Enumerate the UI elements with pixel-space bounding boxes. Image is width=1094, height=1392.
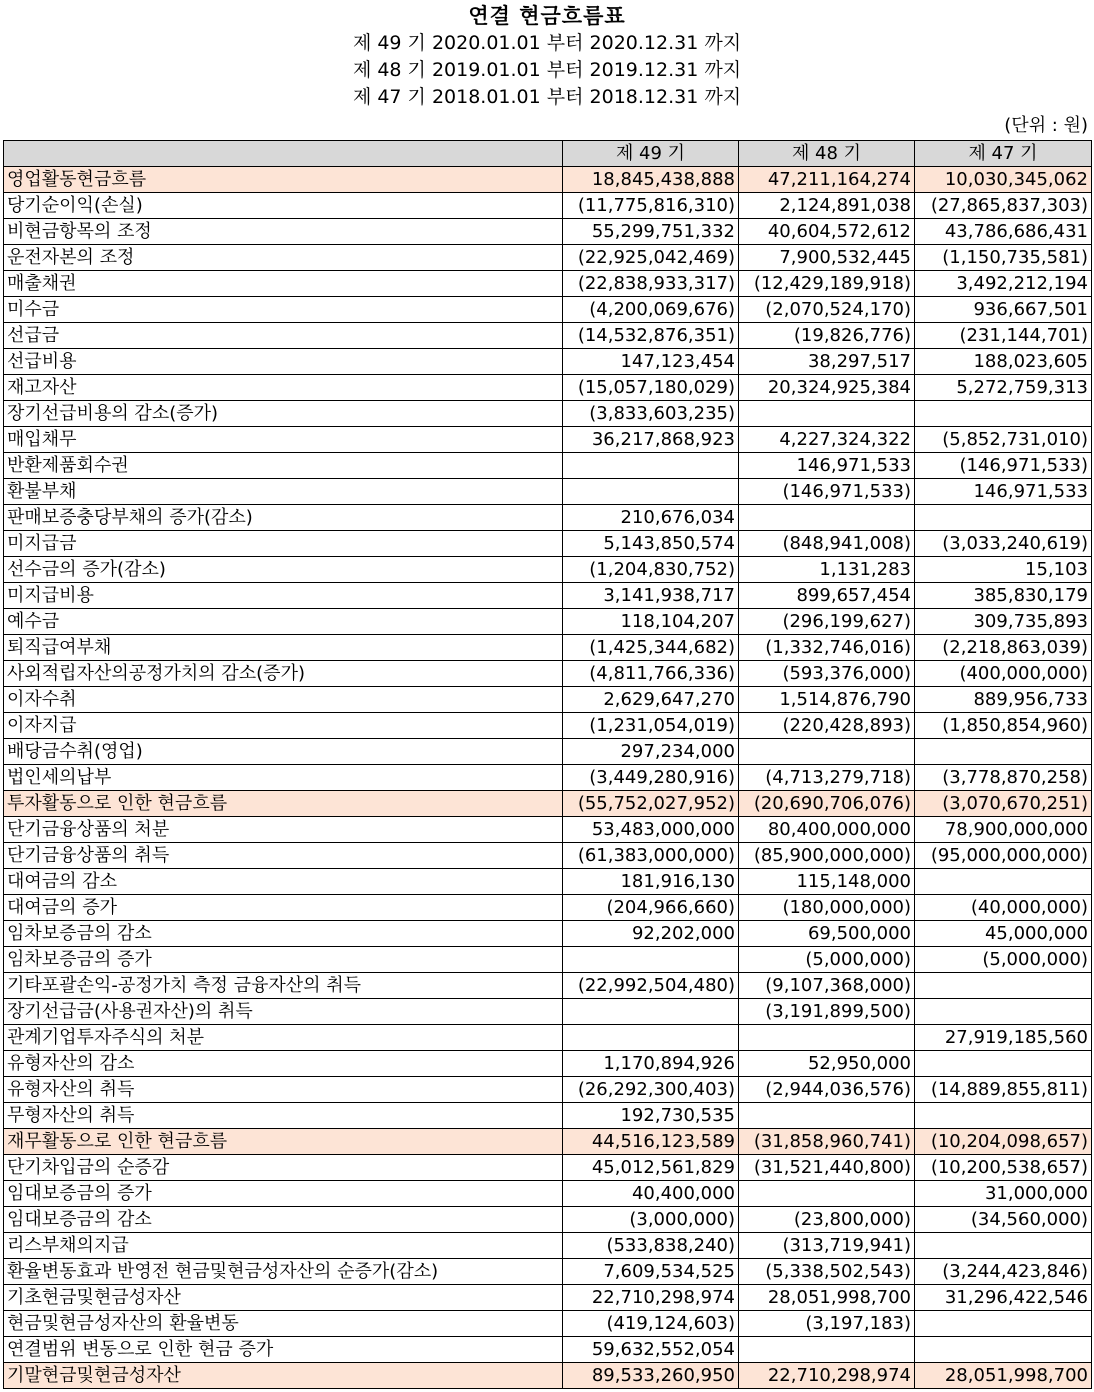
table-row xyxy=(4,1285,1092,1311)
value-period-47: 15,103 xyxy=(915,557,1092,583)
value-period-47 xyxy=(915,401,1092,427)
value-period-47: 78,900,000,000 xyxy=(915,817,1092,843)
value-period-47 xyxy=(915,505,1092,531)
row-label: 유형자산의 취득 xyxy=(4,1077,563,1103)
row-label: 운전자본의 조정 xyxy=(4,245,563,271)
value-period-48: 38,297,517 xyxy=(739,349,915,375)
row-label: 매출채권 xyxy=(4,271,563,297)
value-period-47: 27,919,185,560 xyxy=(915,1025,1092,1051)
table-row xyxy=(4,193,1092,219)
table-row xyxy=(4,1051,1092,1077)
value-period-48: 7,900,532,445 xyxy=(739,245,915,271)
value-period-48: (23,800,000) xyxy=(739,1207,915,1233)
value-period-49 xyxy=(563,453,739,479)
value-period-47: 3,492,212,194 xyxy=(915,271,1092,297)
row-label: 환율변동효과 반영전 현금및현금성자산의 순증가(감소) xyxy=(4,1259,563,1285)
value-period-48: 4,227,324,322 xyxy=(739,427,915,453)
value-period-48: 22,710,298,974 xyxy=(739,1363,915,1389)
value-period-48 xyxy=(739,1103,915,1129)
value-period-48: 2,124,891,038 xyxy=(739,193,915,219)
value-period-48: (296,199,627) xyxy=(739,609,915,635)
table-row xyxy=(4,1181,1092,1207)
value-period-47 xyxy=(915,869,1092,895)
value-period-49: (22,838,933,317) xyxy=(563,271,739,297)
value-period-47 xyxy=(915,1103,1092,1129)
value-period-47 xyxy=(915,999,1092,1025)
table-row xyxy=(4,427,1092,453)
header-label-cell xyxy=(4,141,563,167)
value-period-47: 309,735,893 xyxy=(915,609,1092,635)
section-row xyxy=(4,1129,1092,1155)
header-period-49: 제 49 기 xyxy=(563,141,739,167)
value-period-47: 31,296,422,546 xyxy=(915,1285,1092,1311)
table-row xyxy=(4,531,1092,557)
row-label: 기말현금및현금성자산 xyxy=(4,1363,563,1389)
value-period-49: (22,925,042,469) xyxy=(563,245,739,271)
table-row xyxy=(4,375,1092,401)
section-row xyxy=(4,1363,1092,1389)
value-period-49: 40,400,000 xyxy=(563,1181,739,1207)
value-period-48: 47,211,164,274 xyxy=(739,167,915,193)
row-label: 임차보증금의 증가 xyxy=(4,947,563,973)
value-period-48: (1,332,746,016) xyxy=(739,635,915,661)
value-period-47: (10,204,098,657) xyxy=(915,1129,1092,1155)
table-row xyxy=(4,1337,1092,1363)
row-label: 배당금수취(영업) xyxy=(4,739,563,765)
value-period-49: 5,143,850,574 xyxy=(563,531,739,557)
value-period-47: (3,778,870,258) xyxy=(915,765,1092,791)
table-row xyxy=(4,739,1092,765)
value-period-47: (5,852,731,010) xyxy=(915,427,1092,453)
value-period-47: (3,244,423,846) xyxy=(915,1259,1092,1285)
row-label: 재무활동으로 인한 현금흐름 xyxy=(4,1129,563,1155)
row-label: 사외적립자산의공정가치의 감소(증가) xyxy=(4,661,563,687)
table-header-row xyxy=(4,141,1092,167)
value-period-49: 36,217,868,923 xyxy=(563,427,739,453)
value-period-47 xyxy=(915,1337,1092,1363)
row-label: 무형자산의 취득 xyxy=(4,1103,563,1129)
value-period-48: (20,690,706,076) xyxy=(739,791,915,817)
value-period-49: 2,629,647,270 xyxy=(563,687,739,713)
table-row xyxy=(4,947,1092,973)
value-period-48: (19,826,776) xyxy=(739,323,915,349)
value-period-48: (85,900,000,000) xyxy=(739,843,915,869)
value-period-49: 44,516,123,589 xyxy=(563,1129,739,1155)
value-period-47: (14,889,855,811) xyxy=(915,1077,1092,1103)
value-period-49 xyxy=(563,947,739,973)
table-row xyxy=(4,765,1092,791)
value-period-49: 45,012,561,829 xyxy=(563,1155,739,1181)
value-period-47 xyxy=(915,739,1092,765)
cash-flow-table xyxy=(3,140,1092,1389)
table-row xyxy=(4,1233,1092,1259)
value-period-48 xyxy=(739,401,915,427)
value-period-49 xyxy=(563,999,739,1025)
value-period-47: 936,667,501 xyxy=(915,297,1092,323)
value-period-48: 69,500,000 xyxy=(739,921,915,947)
row-label: 단기금융상품의 처분 xyxy=(4,817,563,843)
value-period-48: (2,070,524,170) xyxy=(739,297,915,323)
table-row xyxy=(4,505,1092,531)
value-period-49: (3,449,280,916) xyxy=(563,765,739,791)
statement-title: 연결 현금흐름표 xyxy=(468,4,626,28)
value-period-49: 181,916,130 xyxy=(563,869,739,895)
table-row xyxy=(4,557,1092,583)
value-period-47: 45,000,000 xyxy=(915,921,1092,947)
value-period-49: (55,752,027,952) xyxy=(563,791,739,817)
value-period-48: (180,000,000) xyxy=(739,895,915,921)
value-period-48: (4,713,279,718) xyxy=(739,765,915,791)
table-row xyxy=(4,1259,1092,1285)
value-period-49: 7,609,534,525 xyxy=(563,1259,739,1285)
row-label: 판매보증충당부채의 증가(감소) xyxy=(4,505,563,531)
value-period-49 xyxy=(563,479,739,505)
table-row xyxy=(4,1103,1092,1129)
value-period-49: (4,200,069,676) xyxy=(563,297,739,323)
value-period-47 xyxy=(915,1311,1092,1337)
table-row xyxy=(4,323,1092,349)
value-period-47: (27,865,837,303) xyxy=(915,193,1092,219)
value-period-47: 43,786,686,431 xyxy=(915,219,1092,245)
value-period-48: (5,338,502,543) xyxy=(739,1259,915,1285)
value-period-49: (1,204,830,752) xyxy=(563,557,739,583)
value-period-47: (231,144,701) xyxy=(915,323,1092,349)
value-period-49 xyxy=(563,1025,739,1051)
row-label: 단기차입금의 순증감 xyxy=(4,1155,563,1181)
row-label: 리스부채의지급 xyxy=(4,1233,563,1259)
value-period-49: (22,992,504,480) xyxy=(563,973,739,999)
table-row xyxy=(4,1311,1092,1337)
table-row xyxy=(4,297,1092,323)
table-row xyxy=(4,1025,1092,1051)
value-period-47: (34,560,000) xyxy=(915,1207,1092,1233)
row-label: 선수금의 증가(감소) xyxy=(4,557,563,583)
row-label: 미지급금 xyxy=(4,531,563,557)
table-row xyxy=(4,843,1092,869)
row-label: 대여금의 증가 xyxy=(4,895,563,921)
row-label: 퇴직급여부채 xyxy=(4,635,563,661)
value-period-48: (313,719,941) xyxy=(739,1233,915,1259)
value-period-49: 147,123,454 xyxy=(563,349,739,375)
value-period-49: (419,124,603) xyxy=(563,1311,739,1337)
value-period-47 xyxy=(915,973,1092,999)
row-label: 재고자산 xyxy=(4,375,563,401)
value-period-48 xyxy=(739,505,915,531)
value-period-49: (14,532,876,351) xyxy=(563,323,739,349)
value-period-48: (5,000,000) xyxy=(739,947,915,973)
value-period-48 xyxy=(739,1025,915,1051)
row-label: 미지급비용 xyxy=(4,583,563,609)
unit-label: (단위 : 원) xyxy=(1004,115,1088,136)
row-label: 기초현금및현금성자산 xyxy=(4,1285,563,1311)
value-period-48 xyxy=(739,1337,915,1363)
table-row xyxy=(4,921,1092,947)
value-period-49: 210,676,034 xyxy=(563,505,739,531)
value-period-47: (146,971,533) xyxy=(915,453,1092,479)
value-period-49: (15,057,180,029) xyxy=(563,375,739,401)
header-period-47: 제 47 기 xyxy=(915,141,1092,167)
value-period-47 xyxy=(915,1051,1092,1077)
table-row xyxy=(4,817,1092,843)
value-period-49: 55,299,751,332 xyxy=(563,219,739,245)
row-label: 현금및현금성자산의 환율변동 xyxy=(4,1311,563,1337)
table-row xyxy=(4,895,1092,921)
row-label: 법인세의납부 xyxy=(4,765,563,791)
row-label: 유형자산의 감소 xyxy=(4,1051,563,1077)
value-period-47: 28,051,998,700 xyxy=(915,1363,1092,1389)
value-period-48: (12,429,189,918) xyxy=(739,271,915,297)
value-period-48: (31,858,960,741) xyxy=(739,1129,915,1155)
table-row xyxy=(4,401,1092,427)
value-period-48: (220,428,893) xyxy=(739,713,915,739)
value-period-48: (2,944,036,576) xyxy=(739,1077,915,1103)
table-row xyxy=(4,219,1092,245)
value-period-48: (848,941,008) xyxy=(739,531,915,557)
period-line-48: 제 48 기 2019.01.01 부터 2019.12.31 까지 xyxy=(352,59,742,81)
row-label: 이자지급 xyxy=(4,713,563,739)
value-period-48: 52,950,000 xyxy=(739,1051,915,1077)
value-period-48: 80,400,000,000 xyxy=(739,817,915,843)
table-row xyxy=(4,1077,1092,1103)
table-row xyxy=(4,245,1092,271)
row-label: 이자수취 xyxy=(4,687,563,713)
table-row xyxy=(4,583,1092,609)
value-period-47: 10,030,345,062 xyxy=(915,167,1092,193)
value-period-49: 297,234,000 xyxy=(563,739,739,765)
row-label: 대여금의 감소 xyxy=(4,869,563,895)
table-row xyxy=(4,869,1092,895)
row-label: 반환제품회수권 xyxy=(4,453,563,479)
row-label: 관계기업투자주식의 처분 xyxy=(4,1025,563,1051)
value-period-47: 188,023,605 xyxy=(915,349,1092,375)
value-period-47: (400,000,000) xyxy=(915,661,1092,687)
value-period-48: (31,521,440,800) xyxy=(739,1155,915,1181)
table-row xyxy=(4,1155,1092,1181)
period-line-49: 제 49 기 2020.01.01 부터 2020.12.31 까지 xyxy=(352,32,742,54)
row-label: 기타포괄손익-공정가치 측정 금융자산의 취득 xyxy=(4,973,563,999)
value-period-48: (3,191,899,500) xyxy=(739,999,915,1025)
value-period-47: 5,272,759,313 xyxy=(915,375,1092,401)
value-period-47: 385,830,179 xyxy=(915,583,1092,609)
table-row xyxy=(4,1207,1092,1233)
row-label: 비현금항목의 조정 xyxy=(4,219,563,245)
value-period-49: (26,292,300,403) xyxy=(563,1077,739,1103)
value-period-47: (10,200,538,657) xyxy=(915,1155,1092,1181)
value-period-49: (1,425,344,682) xyxy=(563,635,739,661)
value-period-47: (95,000,000,000) xyxy=(915,843,1092,869)
row-label: 투자활동으로 인한 현금흐름 xyxy=(4,791,563,817)
value-period-47: (40,000,000) xyxy=(915,895,1092,921)
value-period-47: (2,218,863,039) xyxy=(915,635,1092,661)
row-label: 임대보증금의 감소 xyxy=(4,1207,563,1233)
value-period-49: (3,833,603,235) xyxy=(563,401,739,427)
value-period-49: 118,104,207 xyxy=(563,609,739,635)
value-period-49: (3,000,000) xyxy=(563,1207,739,1233)
section-row xyxy=(4,167,1092,193)
period-line-47: 제 47 기 2018.01.01 부터 2018.12.31 까지 xyxy=(352,86,742,108)
value-period-48: (146,971,533) xyxy=(739,479,915,505)
value-period-48 xyxy=(739,739,915,765)
value-period-47: (3,070,670,251) xyxy=(915,791,1092,817)
value-period-49: 192,730,535 xyxy=(563,1103,739,1129)
value-period-47: (1,850,854,960) xyxy=(915,713,1092,739)
value-period-47: 31,000,000 xyxy=(915,1181,1092,1207)
value-period-48 xyxy=(739,1181,915,1207)
value-period-49: 53,483,000,000 xyxy=(563,817,739,843)
row-label: 선급비용 xyxy=(4,349,563,375)
table-row xyxy=(4,973,1092,999)
section-row xyxy=(4,791,1092,817)
row-label: 예수금 xyxy=(4,609,563,635)
table-row xyxy=(4,999,1092,1025)
row-label: 장기선급금(사용권자산)의 취득 xyxy=(4,999,563,1025)
value-period-49: (1,231,054,019) xyxy=(563,713,739,739)
row-label: 영업활동현금흐름 xyxy=(4,167,563,193)
value-period-48: 20,324,925,384 xyxy=(739,375,915,401)
value-period-49: (61,383,000,000) xyxy=(563,843,739,869)
value-period-48: 115,148,000 xyxy=(739,869,915,895)
table-row xyxy=(4,271,1092,297)
row-label: 매입채무 xyxy=(4,427,563,453)
table-row xyxy=(4,687,1092,713)
row-label: 임차보증금의 감소 xyxy=(4,921,563,947)
value-period-47 xyxy=(915,1233,1092,1259)
value-period-49: 89,533,260,950 xyxy=(563,1363,739,1389)
value-period-48: 40,604,572,612 xyxy=(739,219,915,245)
row-label: 단기금융상품의 취득 xyxy=(4,843,563,869)
value-period-48: 28,051,998,700 xyxy=(739,1285,915,1311)
row-label: 임대보증금의 증가 xyxy=(4,1181,563,1207)
value-period-47: (5,000,000) xyxy=(915,947,1092,973)
value-period-48: 899,657,454 xyxy=(739,583,915,609)
table-row xyxy=(4,635,1092,661)
table-row xyxy=(4,349,1092,375)
row-label: 미수금 xyxy=(4,297,563,323)
value-period-49: (204,966,660) xyxy=(563,895,739,921)
row-label: 당기순이익(손실) xyxy=(4,193,563,219)
header-period-48: 제 48 기 xyxy=(739,141,915,167)
table-row xyxy=(4,453,1092,479)
value-period-49: 22,710,298,974 xyxy=(563,1285,739,1311)
table-row xyxy=(4,609,1092,635)
value-period-47: 889,956,733 xyxy=(915,687,1092,713)
value-period-48: 1,514,876,790 xyxy=(739,687,915,713)
table-row xyxy=(4,661,1092,687)
value-period-48: (3,197,183) xyxy=(739,1311,915,1337)
table-row xyxy=(4,713,1092,739)
value-period-49: (533,838,240) xyxy=(563,1233,739,1259)
value-period-49: 59,632,552,054 xyxy=(563,1337,739,1363)
value-period-49: 3,141,938,717 xyxy=(563,583,739,609)
value-period-47: (3,033,240,619) xyxy=(915,531,1092,557)
value-period-49: (11,775,816,310) xyxy=(563,193,739,219)
value-period-47: 146,971,533 xyxy=(915,479,1092,505)
value-period-49: 18,845,438,888 xyxy=(563,167,739,193)
value-period-48: 146,971,533 xyxy=(739,453,915,479)
row-label: 환불부채 xyxy=(4,479,563,505)
value-period-49: 92,202,000 xyxy=(563,921,739,947)
row-label: 선급금 xyxy=(4,323,563,349)
value-period-48: (593,376,000) xyxy=(739,661,915,687)
row-label: 연결범위 변동으로 인한 현금 증가 xyxy=(4,1337,563,1363)
value-period-48: (9,107,368,000) xyxy=(739,973,915,999)
table-row xyxy=(4,479,1092,505)
value-period-47: (1,150,735,581) xyxy=(915,245,1092,271)
row-label: 장기선급비용의 감소(증가) xyxy=(4,401,563,427)
value-period-49: (4,811,766,336) xyxy=(563,661,739,687)
value-period-48: 1,131,283 xyxy=(739,557,915,583)
value-period-49: 1,170,894,926 xyxy=(563,1051,739,1077)
